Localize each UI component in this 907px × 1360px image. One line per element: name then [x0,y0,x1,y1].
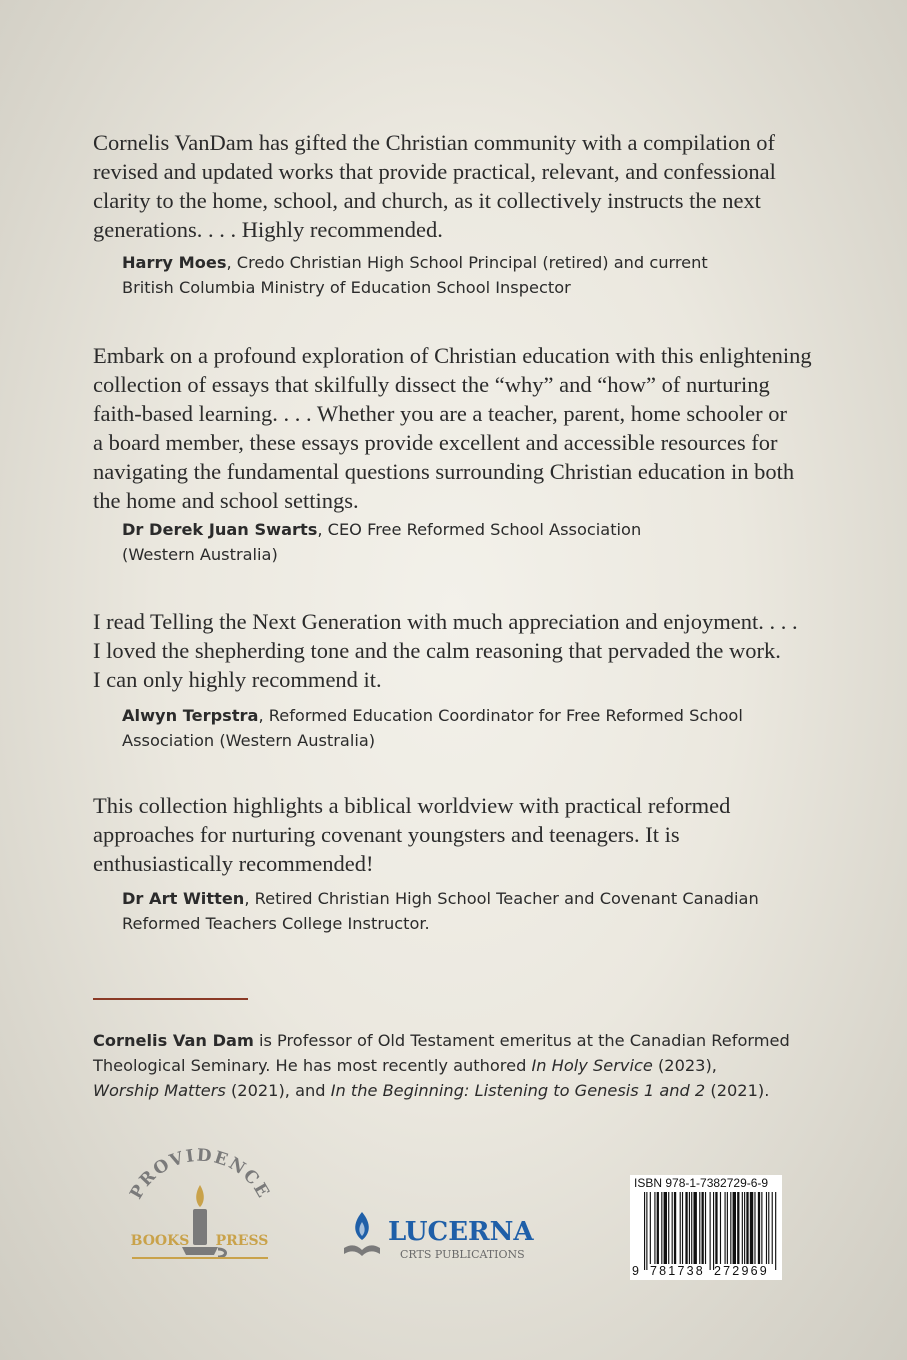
providence-arc-text: PROVIDENCE [126,1145,274,1203]
barcode-bar [746,1192,748,1264]
endorser-name: Alwyn Terpstra [122,706,259,725]
quote-line: collection of essays that skilfully dissect the “why” and “how” of nurturing [93,372,770,397]
barcode-left-digits: 781738 [650,1264,705,1278]
barcode-bar [693,1192,696,1264]
barcode-bar [672,1192,673,1264]
barcode-bar [733,1192,736,1264]
quote-line: the home and school settings. [93,488,359,513]
barcode-bar [744,1192,745,1264]
barcode-bar [727,1192,728,1264]
bio-text: Theological Seminary. He has most recently authored [93,1056,532,1075]
barcode-bar [691,1192,692,1264]
barcode-bar [715,1192,717,1264]
barcode-bar [657,1192,659,1264]
bio-text: (2021). [705,1081,770,1100]
endorser-name: Dr Derek Juan Swarts [122,520,318,539]
endorsement-quote [93,341,833,515]
endorser-role: , Reformed Education Coordinator for Free Reformed School [258,706,743,725]
barcode-bar [710,1192,711,1270]
bio-text: (2021), and [225,1081,331,1100]
barcode-bar [644,1192,645,1270]
barcode-bar [730,1192,731,1264]
quote-line: revised and updated works that provide practical, relevant, and confessional [93,159,776,184]
barcode-bar [705,1192,706,1264]
endorsement-attribution [122,886,822,936]
quote-line: clarity to the home, school, and church, as it collectively instructs the next [93,188,761,213]
quote-line: Embark on a profound exploration of Christian education with this enlightening [93,343,812,368]
quote-line: I read Telling the Next Generation with much appreciation and enjoyment. . . . [93,609,798,634]
barcode-bar [661,1192,662,1264]
endorser-role: , CEO Free Reformed School Association [317,520,642,539]
barcode-lead-digit: 9 [632,1264,639,1278]
barcode-bar [750,1192,753,1264]
lucerna-name: LUCERNA [388,1217,534,1247]
barcode-bar [758,1192,760,1264]
endorser-role: Reformed Teachers College Instructor. [122,914,430,933]
barcode-bar [685,1192,687,1264]
barcode-bar [713,1192,714,1270]
quote-line: Cornelis VanDam has gifted the Christian community with a compilation of [93,130,775,155]
endorser-role: Association (Western Australia) [122,731,376,750]
barcode-bar [768,1192,769,1264]
barcode-bar [761,1192,762,1264]
book-title: In the Beginning: Listening to Genesis 1 and 2 [330,1081,706,1100]
lucerna-logo [340,1208,580,1268]
barcode-bar [664,1192,667,1264]
quote-line: I can only highly recommend it. [93,667,382,692]
author-name: Cornelis Van Dam [93,1031,254,1050]
barcode-bar [742,1192,743,1264]
barcode-bar [754,1192,755,1264]
providence-logo [120,1145,280,1275]
lucerna-subtitle: CRTS PUBLICATIONS [400,1248,525,1261]
endorser-name: Dr Art Witten [122,889,245,908]
barcode-bar [650,1192,651,1264]
barcode-bar [775,1192,776,1270]
bio-text: (2023), [652,1056,717,1075]
endorser-role: British Columbia Ministry of Education School Inspector [122,278,571,297]
providence-press-text: PRESS [215,1233,269,1249]
bio-text: is Professor of Old Testament emeritus at the Canadian Reformed [253,1031,790,1050]
section-divider [93,998,248,1000]
isbn-barcode [630,1175,782,1280]
barcode-bar [720,1192,721,1264]
flame-book-icon [344,1212,380,1256]
book-title: In Holy Service [531,1056,653,1075]
isbn-label: ISBN 978-1-7382729-6-9 [634,1176,769,1190]
endorser-role: , Credo Christian High School Principal (retired) and current [226,253,708,272]
quote-line: generations. . . . Highly recommended. [93,217,443,242]
barcode-bar [646,1192,647,1270]
barcode-bar [668,1192,669,1264]
endorsement-quote [93,791,833,878]
endorsement-attribution [122,250,822,300]
barcode-bar [689,1192,690,1264]
endorsement-attribution [122,517,822,567]
barcode-bar [654,1192,655,1264]
quote-line: navigating the fundamental questions surrounding Christian education in both [93,459,795,484]
quote-line: enthusiastically recommended! [93,851,374,876]
endorser-role: , Retired Christian High School Teacher and Covenant Canadian [244,889,759,908]
endorsement-quote [93,607,833,694]
endorser-role: (Western Australia) [122,545,278,564]
providence-books-text: BOOKS [130,1233,190,1249]
quote-line: I loved the shepherding tone and the calm reasoning that pervaded the work. [93,638,781,663]
barcode-bar [680,1192,681,1264]
endorser-name: Harry Moes [122,253,227,272]
quote-line: a board member, these essays provide excellent and accessible resources for [93,430,778,455]
barcode-bar [699,1192,700,1264]
barcode-right-digits: 272969 [714,1264,769,1278]
endorsement-attribution [122,703,822,753]
quote-line: faith-based learning. . . . Whether you are a teacher, parent, home schooler or [93,401,788,426]
barcode-bar [766,1192,767,1264]
barcode-bar [674,1192,676,1264]
barcode-bar [702,1192,704,1264]
barcode-bar [682,1192,683,1264]
quote-line: approaches for nurturing covenant youngsters and teenagers. It is [93,822,680,847]
book-title: Worship Matters [93,1081,226,1100]
barcode-bar [737,1192,739,1264]
author-bio [93,1028,823,1103]
endorsement-quote [93,128,833,244]
quote-line: This collection highlights a biblical worldview with practical reformed [93,793,731,818]
barcode-bar [725,1192,726,1264]
barcode-bar [772,1192,773,1264]
